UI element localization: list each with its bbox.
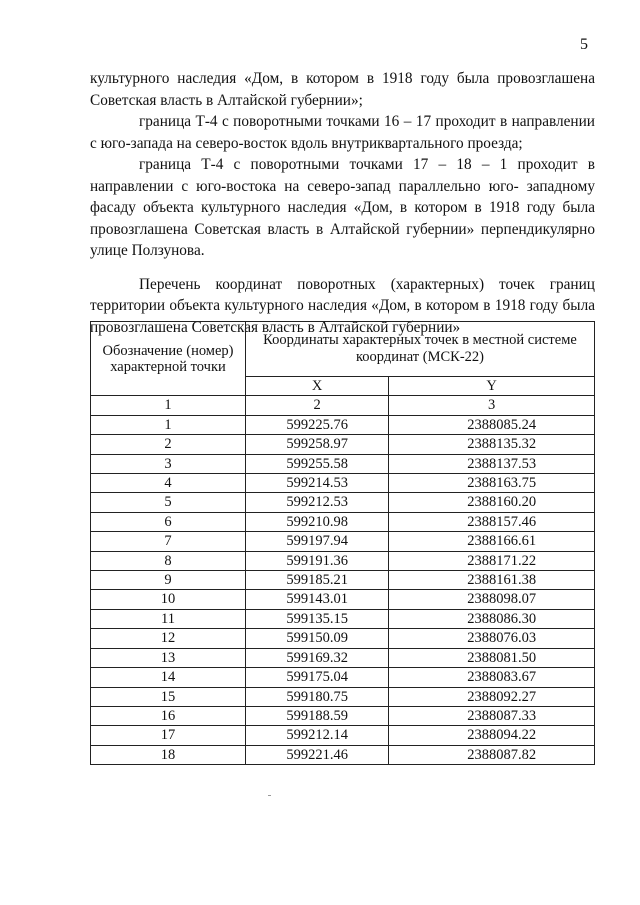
coordinate-x: 599212.53 — [246, 493, 389, 512]
header-y: Y — [389, 377, 595, 396]
table-row — [91, 590, 595, 609]
column-number-1: 1 — [91, 396, 246, 415]
point-number: 1 — [91, 415, 246, 434]
coordinate-x: 599143.01 — [246, 590, 389, 609]
coordinate-x: 599225.76 — [246, 415, 389, 434]
table-row — [91, 512, 595, 531]
point-number: 17 — [91, 726, 246, 745]
coordinate-x: 599169.32 — [246, 648, 389, 667]
header-point-name: Обозначение (номер) характерной точки — [91, 322, 246, 396]
point-number: 2 — [91, 435, 246, 454]
coordinate-x: 599180.75 — [246, 687, 389, 706]
table-row — [91, 687, 595, 706]
table-row — [91, 551, 595, 570]
scan-mark — [268, 795, 271, 796]
point-number: 5 — [91, 493, 246, 512]
coordinate-y: 2388137.53 — [389, 454, 595, 473]
table-row — [91, 493, 595, 512]
table-header-row — [91, 322, 595, 377]
coordinate-y: 2388083.67 — [389, 668, 595, 687]
point-number: 18 — [91, 745, 246, 764]
page-number: 5 — [580, 36, 588, 53]
coordinate-y: 2388085.24 — [389, 415, 595, 434]
coordinate-x: 599135.15 — [246, 609, 389, 628]
table-row — [91, 609, 595, 628]
coordinate-y: 2388157.46 — [389, 512, 595, 531]
coordinate-x: 599255.58 — [246, 454, 389, 473]
header-x: X — [246, 377, 389, 396]
coordinate-y: 2388163.75 — [389, 474, 595, 493]
table-column-number-row — [91, 396, 595, 415]
coordinate-y: 2388098.07 — [389, 590, 595, 609]
point-number: 11 — [91, 609, 246, 628]
point-number: 13 — [91, 648, 246, 667]
coordinate-y: 2388087.82 — [389, 745, 595, 764]
coordinate-y: 2388094.22 — [389, 726, 595, 745]
coordinate-y: 2388166.61 — [389, 532, 595, 551]
column-number-3: 3 — [389, 396, 595, 415]
coordinate-x: 599188.59 — [246, 706, 389, 725]
coordinate-y: 2388076.03 — [389, 629, 595, 648]
point-number: 9 — [91, 571, 246, 590]
point-number: 14 — [91, 668, 246, 687]
table-row — [91, 435, 595, 454]
coordinate-y: 2388160.20 — [389, 493, 595, 512]
coordinate-x: 599212.14 — [246, 726, 389, 745]
point-number: 8 — [91, 551, 246, 570]
coordinate-x: 599191.36 — [246, 551, 389, 570]
point-number: 10 — [91, 590, 246, 609]
table-row — [91, 668, 595, 687]
column-number-2: 2 — [246, 396, 389, 415]
coordinate-y: 2388171.22 — [389, 551, 595, 570]
table-row — [91, 648, 595, 667]
header-coordinates: Координаты характерных точек в местной системе координат (МСК-22) — [246, 322, 595, 377]
table-row — [91, 532, 595, 551]
coordinates-table — [90, 321, 595, 765]
point-number: 3 — [91, 454, 246, 473]
paragraph-continuation: культурного наследия «Дом, в котором в 1918 году была провозглашена Советская власть в Алтайской губернии»; — [90, 70, 595, 109]
coordinate-y: 2388135.32 — [389, 435, 595, 454]
coordinate-x: 599197.94 — [246, 532, 389, 551]
table-caption: Перечень координат поворотных (характерных) точек границ территории объекта культурного наследия «Дом, в котором в 1918 году была провозглашена Советская власть в Алтайской губернии» — [90, 275, 595, 336]
table-row — [91, 706, 595, 725]
coordinate-x: 599150.09 — [246, 629, 389, 648]
table-row — [91, 726, 595, 745]
point-number: 15 — [91, 687, 246, 706]
coordinate-y: 2388092.27 — [389, 687, 595, 706]
coordinate-y: 2388161.38 — [389, 571, 595, 590]
coordinate-x: 599214.53 — [246, 474, 389, 493]
table-row — [91, 415, 595, 434]
point-number: 4 — [91, 474, 246, 493]
point-number: 16 — [91, 706, 246, 725]
table-row — [91, 571, 595, 590]
paragraph-border-16-17: граница Т-4 с поворотными точками 16 – 17 проходит в направлении с юго-запада на северо-восток вдоль внутриквартального проезда; — [90, 113, 595, 152]
coordinate-x: 599258.97 — [246, 435, 389, 454]
table-row — [91, 629, 595, 648]
coordinate-y: 2388081.50 — [389, 648, 595, 667]
point-number: 7 — [91, 532, 246, 551]
coordinate-y: 2388086.30 — [389, 609, 595, 628]
point-number: 12 — [91, 629, 246, 648]
point-number: 6 — [91, 512, 246, 531]
coordinate-x: 599210.98 — [246, 512, 389, 531]
table-row — [91, 454, 595, 473]
coordinate-x: 599175.04 — [246, 668, 389, 687]
coordinate-x: 599221.46 — [246, 745, 389, 764]
paragraph-border-17-18-1: граница Т-4 с поворотными точками 17 – 18 – 1 проходит в направлении с юго-востока на северо-запад параллельно юго- западному фасаду объекта культурного наследия «Дом, в котором в 1918 году была провозглашена Советская власть в Алтайской губернии» перпендикулярно улице Ползунова. — [90, 156, 595, 259]
coordinate-y: 2388087.33 — [389, 706, 595, 725]
body-text — [90, 68, 595, 338]
coordinate-x: 599185.21 — [246, 571, 389, 590]
table-row — [91, 474, 595, 493]
table-body — [91, 415, 595, 764]
table-row — [91, 745, 595, 764]
